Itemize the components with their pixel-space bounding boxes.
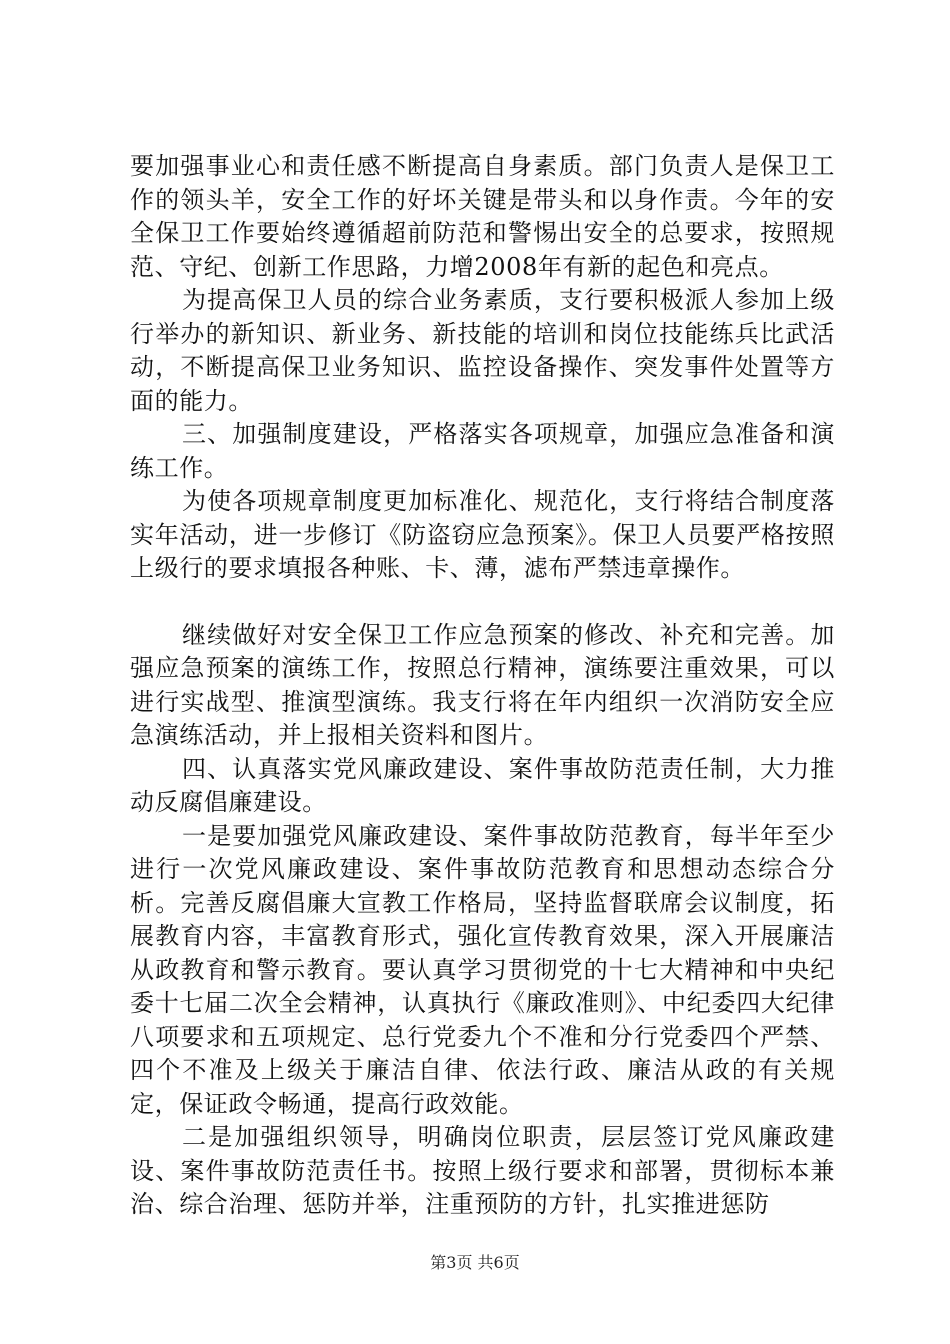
paragraph-point-one: 一是要加强党风廉政建设、案件事故防范教育，每半年至少进行一次党风廉政建设、案件事故防范教育和思想动态综合分析。完善反腐倡廉大宣教工作格局，坚持监督联席会议制度，拓展教育内容，丰富教育形式，强化宣传教育效果，深入开展廉洁从政教育和警示教育。要认真学习贯彻党的十七大精神和中央纪委十七届二次全会精神，认真执行《廉政准则》、中纪委四大纪律八项要求和五项规定、总行党委九个不准和分行党委四个严禁、四个不准及上级关于廉洁自律、依法行政、廉洁从政的有关规定，保证政令畅通，提高行政效能。	[130, 821, 835, 1118]
section-heading-three: 三、加强制度建设，严格落实各项规章，加强应急准备和演练工作。	[130, 420, 835, 482]
page-footer: 第3页 共6页	[430, 1253, 520, 1272]
paragraph-spacer	[130, 586, 835, 619]
paragraph-regulations: 为使各项规章制度更加标准化、规范化，支行将结合制度落实年活动，进一步修订《防盗窃应急预案》。保卫人员要严格按照上级行的要求填报各种账、卡、薄，滤布严禁违章操作。	[130, 487, 835, 582]
document-body	[130, 150, 835, 1222]
paragraph-point-two: 二是加强组织领导，明确岗位职责，层层签订党风廉政建设、案件事故防范责任书。按照上级行要求和部署，贯彻标本兼治、综合治理、惩防并举，注重预防的方针，扎实推进惩防	[130, 1123, 835, 1218]
paragraph-training: 为提高保卫人员的综合业务素质，支行要积极派人参加上级行举办的新知识、新业务、新技能的培训和岗位技能练兵比武活动，不断提高保卫业务知识、监控设备操作、突发事件处置等方面的能力。	[130, 286, 835, 415]
section-heading-four: 四、认真落实党风廉政建设、案件事故防范责任制，大力推动反腐倡廉建设。	[130, 754, 835, 816]
paragraph-continuation: 要加强事业心和责任感不断提高自身素质。部门负责人是保卫工作的领头羊，安全工作的好坏关键是带头和以身作责。今年的安全保卫工作要始终遵循超前防范和警惕出安全的总要求，按照规范、守纪、创新工作思路，力增2008年有新的起色和亮点。	[130, 152, 835, 281]
paragraph-emergency-plan: 继续做好对安全保卫工作应急预案的修改、补充和完善。加强应急预案的演练工作，按照总行精神，演练要注重效果，可以进行实战型、推演型演练。我支行将在年内组织一次消防安全应急演练活动，并上报相关资料和图片。	[130, 620, 835, 749]
